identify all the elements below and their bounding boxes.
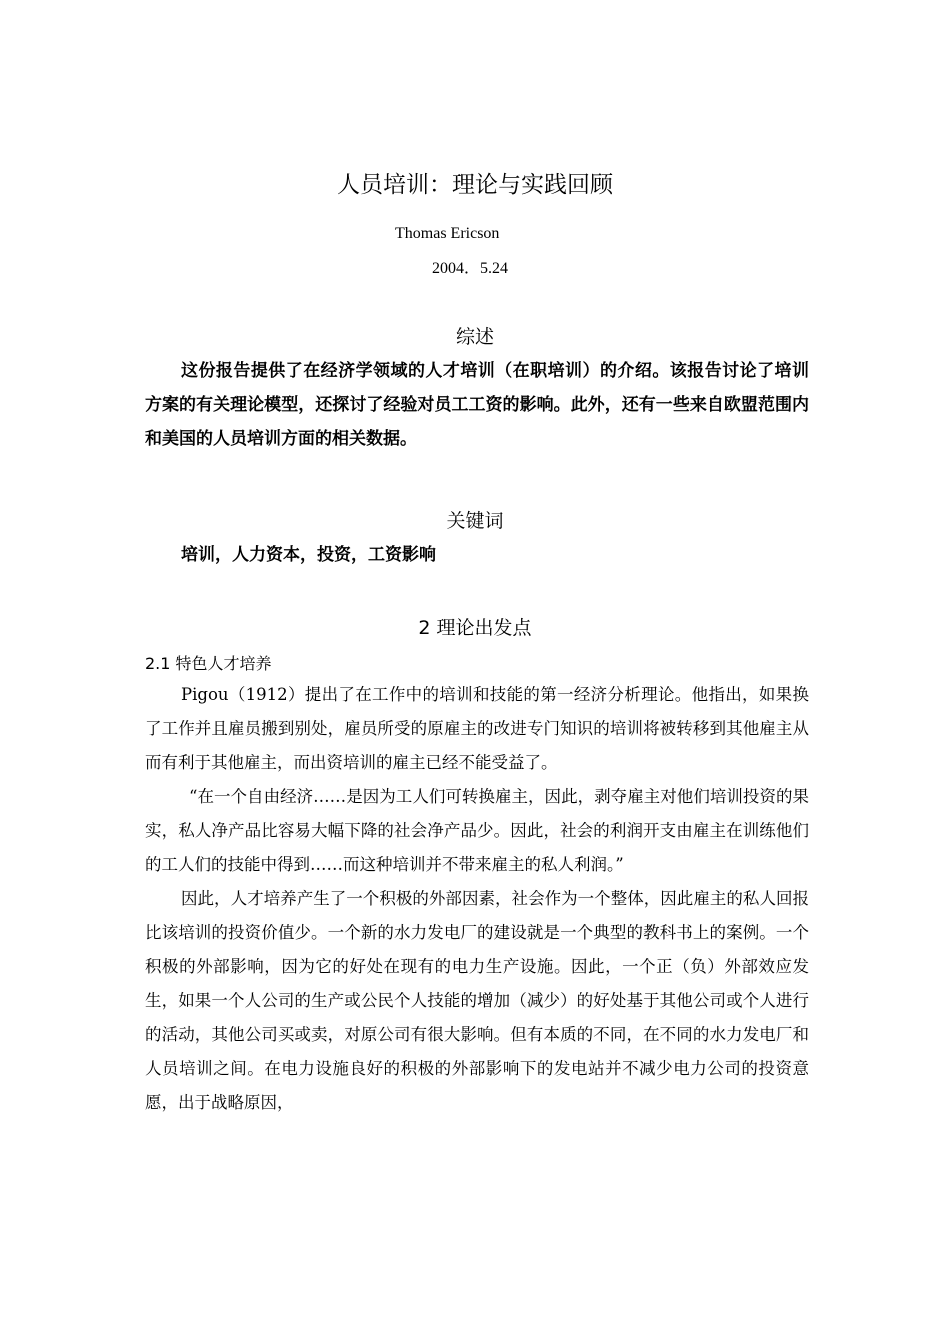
keywords-heading: 关键词 bbox=[446, 510, 504, 532]
document-title: 人员培训：理论与实践回顾 bbox=[337, 172, 613, 198]
body-text bbox=[145, 678, 809, 1120]
author-name: Thomas Ericson bbox=[395, 225, 500, 242]
body-paragraph: Pigou（1912）提出了在工作中的培训和技能的第一经济分析理论。他指出，如果换了工作并且雇员搬到别处，雇员所受的原雇主的改进专门知识的培训将被转移到其他雇主从而有利于其他雇主，而出资培训的雇主已经不能受益了。 bbox=[145, 685, 809, 772]
abstract-text: 这份报告提供了在经济学领域的人才培训（在职培训）的介绍。该报告讨论了培训方案的有关理论模型，还探讨了经验对员工工资的影响。此外，还有一些来自欧盟范围内和美国的人员培训方面的相关数据。 bbox=[145, 361, 809, 449]
abstract-heading: 综述 bbox=[455, 326, 494, 348]
body-paragraph: 因此，人才培养产生了一个积极的外部因素，社会作为一个整体，因此雇主的私人回报比该培训的投资价值少。一个新的水力发电厂的建设就是一个典型的教科书上的案例。一个积极的外部影响，因为它的好处在现有的电力生产设施。因此，一个正（负）外部效应发生，如果一个人公司的生产或公民个人技能的增加（减少）的好处基于其他公司或个人进行的活动，其他公司买或卖，对原公司有很大影响。但有本质的不同，在不同的水力发电厂和人员培训之间。在电力设施良好的积极的外部影响下的发电站并不减少电力公司的投资意愿，出于战略原因， bbox=[145, 889, 809, 1112]
quote-paragraph: “在一个自由经济……是因为工人们可转换雇主，因此，剥夺雇主对他们培训投资的果实，私人净产品比容易大幅下降的社会净产品少。因此，社会的利润开支由雇主在训练他们的工人们的技能中得到……而这种培训并不带来雇主的私人利润。” bbox=[145, 787, 809, 874]
subsection-2-1-heading: 2.1 特色人才培养 bbox=[145, 654, 272, 673]
section-2-heading: 2 理论出发点 bbox=[418, 617, 532, 639]
keywords-text: 培训，人力资本，投资，工资影响 bbox=[181, 545, 436, 565]
document-date: 2004．5.24 bbox=[432, 260, 509, 277]
